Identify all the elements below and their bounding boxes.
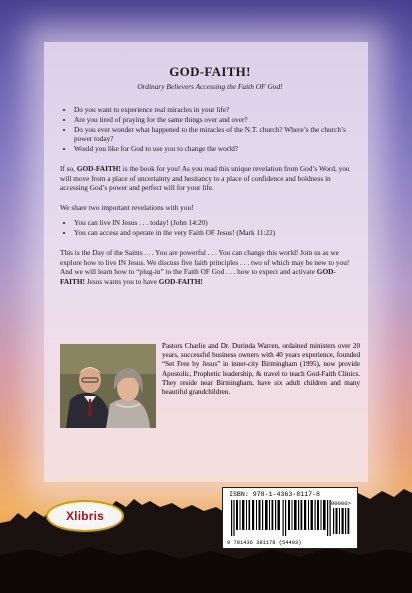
publisher-logo (46, 500, 124, 532)
list-item: • You can access and operate in the very Faith OF Jesus! (Mark 11:22) (74, 228, 360, 238)
book-subtitle: Ordinary Believers Accessing the Faith OF God! (137, 82, 283, 91)
list-item: • Do you ever wonder what happened to the miracles of the N.T. church? Where’s the church’s power today? (74, 125, 360, 145)
inline-title: GOD-FAITH! (60, 267, 336, 286)
list-item: • Do you want to experience real miracles in your life? (74, 105, 360, 115)
inline-title: GOD-FAITH! (76, 163, 121, 173)
barcode-addon: 90000> (330, 500, 351, 507)
intro-paragraph: If so, GOD-FAITH! is the book for you! As you read this unique revelation from God’s Word, you will move from a place of uncertainty and hesitancy to a place of confidence and boldness in accessing God’s power and perfect will for your life. (60, 163, 350, 193)
barcode (222, 487, 358, 549)
cover-text (60, 64, 360, 286)
isbn-label: ISBN: 978-1-4363-8117-8 (229, 491, 321, 498)
author-bio: Pastors Charlie and Dr. Durinda Warren, ordained ministers over 20 years, successful business owners with 40 years experience, founded “Set Free by Jesus” in inner-city Birmingham (1995), now provide Apostolic, Prophetic leadership, & travel to teach God-Faith Clinics. They reside near Birmingham, have six adult children and many beautiful grandchildren. (162, 342, 360, 397)
barcode-digits: 9 781436 381178 (54403) (227, 540, 302, 546)
inline-title: GOD-FAITH! (158, 276, 203, 286)
author-section (60, 344, 360, 444)
publisher-logo-text: Xlibris (65, 509, 105, 523)
book-title: GOD-FAITH! (169, 64, 251, 79)
revelations-heading: We share two important revelations with you! (60, 202, 194, 212)
closing-paragraph: This is the Day of the Saints . . . You are powerful . . . You can change this world! Join us as we explore how to live IN Jesus. We discuss five faith principles . . . two of which may be new to you! And we will learn how to “plug-in” to the Faith OF God . . . how to expect and activate GOD-FAITH! Jesus wants you to have GOD-FAITH! (60, 247, 350, 286)
question-list (60, 105, 360, 154)
author-photo-image (60, 344, 156, 428)
list-item: • Are you tired of praying for the same things over and over? (74, 115, 360, 125)
list-item: • Would you like for God to use you to change the world? (74, 144, 360, 154)
revelation-list (60, 218, 360, 238)
author-photo (60, 344, 156, 428)
list-item: • You can live IN Jesus . . . today! (John 14:20) (74, 218, 360, 228)
